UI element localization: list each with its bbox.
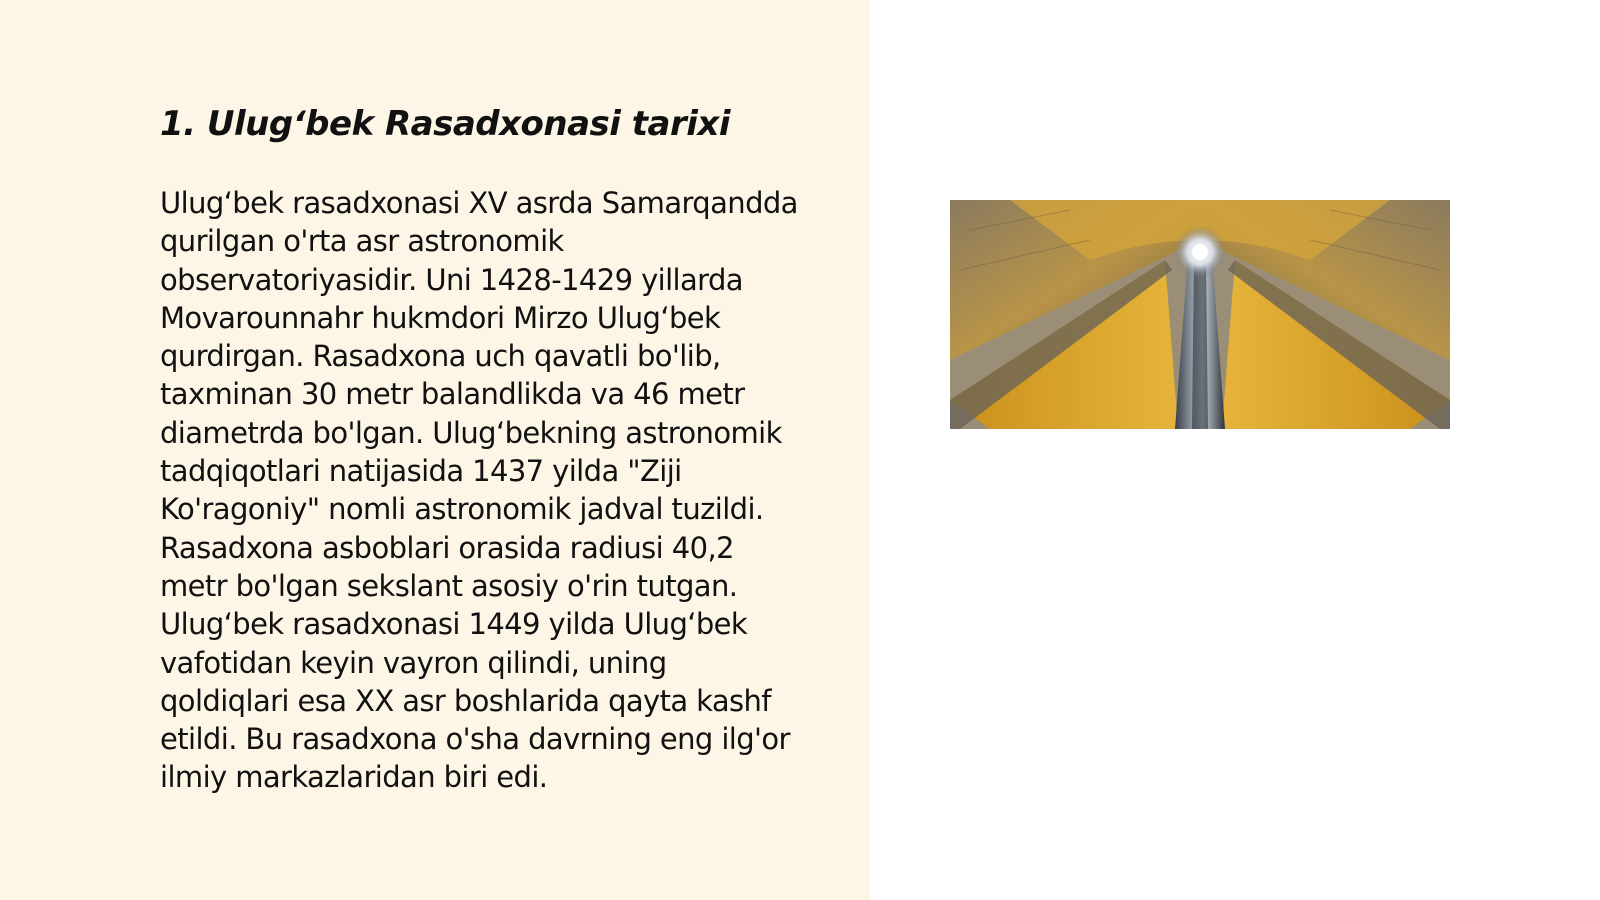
body-line: Ko'ragoniy" nomli astronomik jadval tuzildi.	[160, 492, 764, 527]
body-line: etildi. Bu rasadxona o'sha davrning eng ilg'or	[160, 722, 790, 757]
body-line: Ulug‘bek rasadxonasi XV asrda Samarqandda	[160, 186, 798, 220]
body-line: qurilgan o'rta asr astronomik	[160, 224, 564, 259]
observatory-sextant-photo	[950, 200, 1450, 429]
slide-body-text	[160, 184, 850, 797]
slide-title: 1. Ulug‘bek Rasadxonasi tarixi	[160, 104, 730, 144]
body-line: metr bo'lgan sekslant asosiy o'rin tutgan.	[160, 568, 738, 603]
body-line: Rasadxona asboblari orasida radiusi 40,2	[160, 530, 734, 565]
body-line: Movarounnahr hukmdori Mirzo Ulug‘bek	[160, 300, 721, 335]
body-line: Ulug‘bek rasadxonasi 1449 yilda Ulug‘bek	[160, 607, 748, 642]
body-line: observatoriyasidir. Uni 1428-1429 yillarda	[160, 262, 743, 297]
body-line: qoldiqlari esa XX asr boshlarida qayta kashf	[160, 683, 771, 718]
body-line: taxminan 30 metr balandlikda va 46 metr	[160, 377, 745, 412]
body-line: vafotidan keyin vayron qilindi, uning	[160, 645, 667, 680]
body-line: qurdirgan. Rasadxona uch qavatli bo'lib,	[160, 339, 721, 374]
body-line: ilmiy markazlaridan biri edi.	[160, 760, 548, 795]
body-line: diametrda bo'lgan. Ulug‘bekning astronomik	[160, 415, 782, 450]
body-line: tadqiqotlari natijasida 1437 yilda "Ziji	[160, 454, 682, 489]
